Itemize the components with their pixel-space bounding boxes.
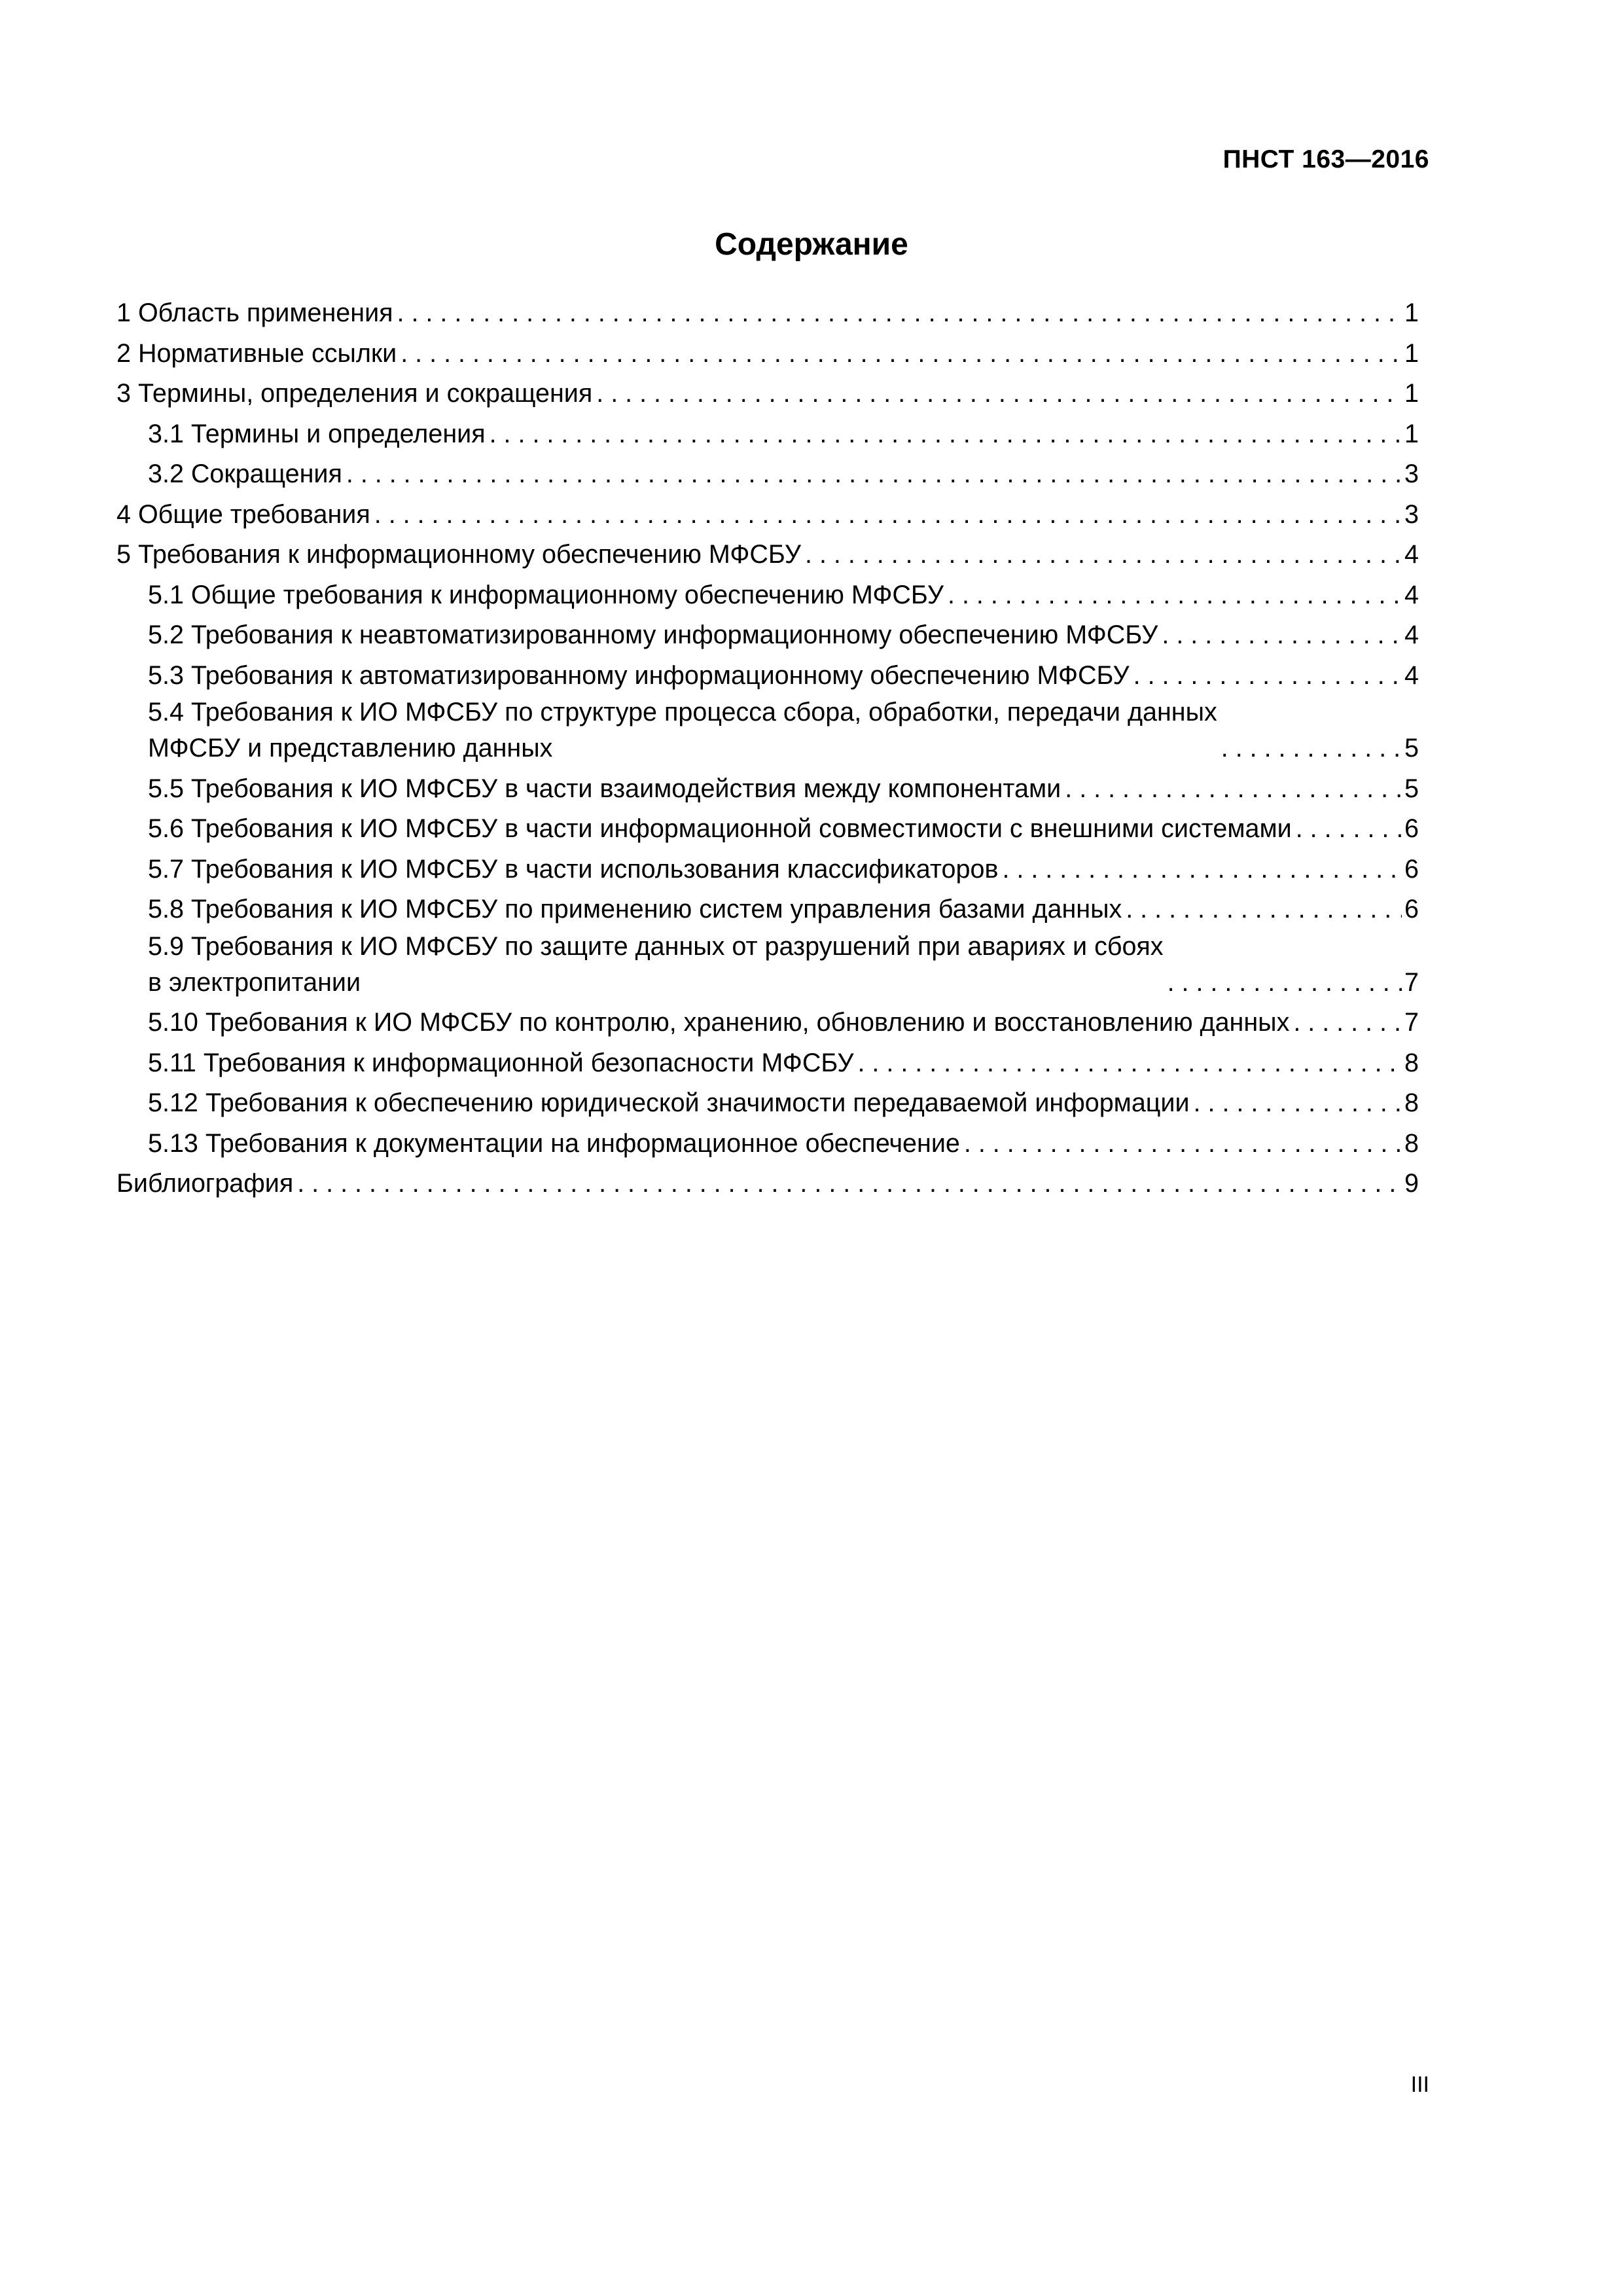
toc-entry-text — [148, 930, 1164, 1003]
toc-entry-page: 4 — [1404, 580, 1419, 609]
toc-entry-text: 5.8 Требования к ИО МФСБУ по применению систем управления базами данных — [148, 895, 1122, 924]
toc-entry-page: 8 — [1404, 1048, 1419, 1077]
toc-entry-page: 7 — [1404, 1008, 1419, 1037]
toc-entry[interactable] — [116, 535, 1419, 575]
toc-entry-text: 5.7 Требования к ИО МФСБУ в части использования классификаторов — [148, 854, 999, 884]
toc-leader — [397, 293, 1402, 334]
toc-entry[interactable] — [116, 1083, 1419, 1124]
toc-entry-page: 4 — [1404, 660, 1419, 690]
toc-leader — [1065, 769, 1402, 810]
toc-entry[interactable] — [116, 575, 1419, 616]
toc-entry-text: 3.2 Сокращения — [148, 459, 342, 488]
toc-entry-text: 5.6 Требования к ИО МФСБУ в части информационной совместимости с внешними системами — [148, 814, 1292, 843]
toc-entry-text: 5.10 Требования к ИО МФСБУ по контролю, хранению, обновлению и восстановлению данных — [148, 1008, 1290, 1037]
toc-entry-page: 1 — [1404, 419, 1419, 448]
toc-entry-page: 4 — [1404, 620, 1419, 649]
toc-entry[interactable] — [116, 414, 1419, 455]
toc-entry-text: 3 Термины, определения и сокращения — [116, 379, 593, 408]
toc-entry-text: 1 Область применения — [116, 298, 393, 327]
toc-entry-page: 6 — [1404, 895, 1419, 924]
toc-entry-text-line1: 5.9 Требования к ИО МФСБУ по защите данных от разрушений при авариях и сбоях — [148, 931, 1164, 961]
toc-entry[interactable] — [116, 656, 1419, 696]
toc-entry[interactable] — [116, 293, 1419, 334]
toc-leader — [805, 535, 1402, 575]
toc-entry-text: 5.3 Требования к автоматизированному информационному обеспечению МФСБУ — [148, 660, 1130, 690]
toc-leader — [1221, 728, 1402, 769]
toc-entry-text: 5 Требования к информационному обеспечению МФСБУ — [116, 540, 802, 569]
toc-entry-text — [148, 696, 1217, 769]
toc-leader — [857, 1043, 1402, 1084]
toc-entry-page: 5 — [1404, 734, 1419, 762]
toc-leader — [1293, 1003, 1402, 1043]
page-number: III — [1410, 2072, 1429, 2097]
toc-entry[interactable] — [116, 454, 1419, 495]
toc-entry-text: 2 Нормативные ссылки — [116, 338, 397, 368]
toc-entry-page: 4 — [1404, 540, 1419, 569]
toc-entry-text: 5.13 Требования к документации на информационное обеспечение — [148, 1128, 960, 1158]
toc-entry-text-line2: МФСБУ и представлению данных — [148, 734, 553, 762]
toc-leader — [401, 334, 1402, 374]
toc-entry-page: 9 — [1404, 1169, 1419, 1198]
toc-entry-text: 5.12 Требования к обеспечению юридической значимости передаваемой информации — [148, 1088, 1190, 1117]
toc-entry-page: 6 — [1404, 814, 1419, 843]
toc-leader — [1162, 615, 1402, 656]
toc-leader — [374, 495, 1402, 535]
toc-entry-text: 5.11 Требования к информационной безопасности МФСБУ — [148, 1048, 854, 1077]
toc-entry-text: 3.1 Термины и определения — [148, 419, 486, 448]
toc-entry[interactable] — [116, 809, 1419, 850]
toc-leader — [948, 575, 1402, 616]
toc-entry-page: 3 — [1404, 459, 1419, 488]
toc-leader — [964, 1124, 1402, 1164]
toc-entry[interactable] — [116, 615, 1419, 656]
toc-entry-page: 8 — [1404, 1088, 1419, 1117]
toc-entry-text: Библиография — [116, 1169, 294, 1198]
toc-leader — [1296, 809, 1402, 850]
toc-entry[interactable] — [116, 889, 1419, 930]
toc-entry[interactable] — [116, 930, 1419, 1003]
toc-entry-text: 5.1 Общие требования к информационному обеспечению МФСБУ — [148, 580, 944, 609]
toc-entry[interactable] — [116, 1003, 1419, 1043]
toc-entry[interactable] — [116, 1164, 1419, 1204]
toc-title: Содержание — [715, 227, 908, 262]
toc-entry-text: 5.5 Требования к ИО МФСБУ в части взаимодействия между компонентами — [148, 774, 1061, 803]
toc-entry[interactable] — [116, 696, 1419, 769]
toc-entry[interactable] — [116, 374, 1419, 414]
toc-entry-page: 3 — [1404, 499, 1419, 529]
toc-entry-page: 8 — [1404, 1128, 1419, 1158]
toc-entry-page: 7 — [1404, 967, 1419, 997]
toc-leader — [346, 454, 1402, 495]
toc-entry[interactable] — [116, 850, 1419, 890]
toc-leader — [1002, 850, 1402, 890]
toc-entry-page: 1 — [1404, 298, 1419, 327]
toc-entry[interactable] — [116, 495, 1419, 535]
toc-entry-text-line2: в электропитании — [148, 967, 361, 997]
toc-leader — [596, 374, 1402, 414]
toc-entry[interactable] — [116, 1124, 1419, 1164]
toc-leader — [1194, 1083, 1402, 1124]
toc-leader — [1126, 889, 1402, 930]
toc-entry[interactable] — [116, 769, 1419, 810]
toc-entry-page: 1 — [1404, 379, 1419, 408]
toc-entry-text: 4 Общие требования — [116, 499, 370, 529]
toc-entry-page: 5 — [1404, 774, 1419, 803]
toc-leader — [297, 1164, 1402, 1204]
table-of-contents — [116, 293, 1419, 1204]
toc-entry-text-line1: 5.4 Требования к ИО МФСБУ по структуре процесса сбора, обработки, передачи данных — [148, 698, 1217, 726]
toc-leader — [490, 414, 1402, 455]
toc-leader — [1168, 963, 1402, 1003]
toc-entry-text: 5.2 Требования к неавтоматизированному информационному обеспечению МФСБУ — [148, 620, 1158, 649]
document-code: ПНСТ 163—2016 — [1222, 145, 1429, 173]
toc-entry[interactable] — [116, 1043, 1419, 1084]
toc-entry[interactable] — [116, 334, 1419, 374]
toc-entry-page: 6 — [1404, 854, 1419, 884]
toc-entry-page: 1 — [1404, 338, 1419, 368]
toc-leader — [1133, 656, 1402, 696]
